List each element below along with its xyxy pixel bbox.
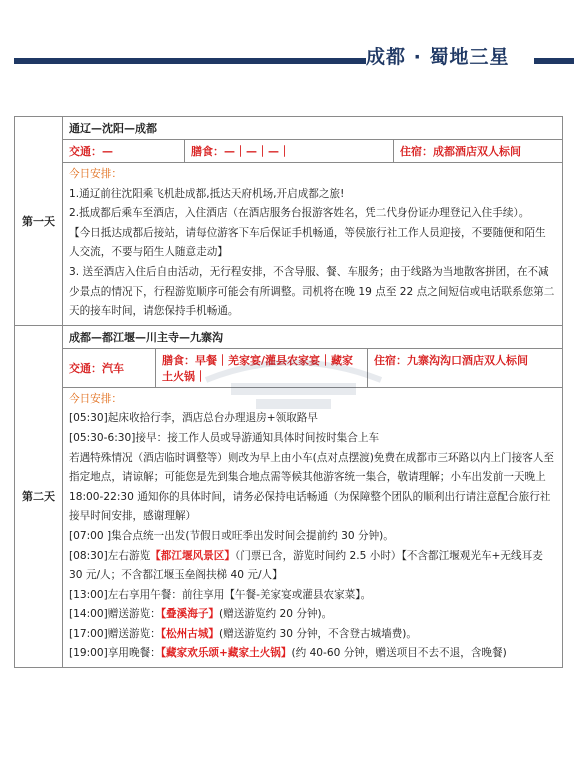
header-title: 成都 · 蜀地三星 [366, 46, 510, 68]
transport-cell: 交通：— [63, 140, 185, 162]
header-rule-left [14, 58, 366, 64]
plan-line: 1.通辽前往沈阳乘飞机赴成都,抵达天府机场,开启成都之旅! [69, 187, 345, 200]
plan-label: 今日安排： [69, 168, 122, 180]
plan-line: [13:00]左右享用午餐：前往享用【午餐-羌家宴或灌县农家菜】。 [69, 588, 372, 601]
plan-line: [19:00]享用晚餐：【藏家欢乐颂+藏家土火锅】(约 40-60 分钟，赠送项目不去不退，含晚餐) [69, 647, 507, 660]
plan-label: 今日安排： [69, 392, 122, 405]
plan-line: [17:00]赠送游览：【松州古城】(赠送游览约 30 分钟，不含登古城墙费)。 [69, 627, 418, 640]
day-content [63, 117, 563, 326]
header-rule-right [534, 58, 574, 64]
route-title: 通辽—沈阳—成都 [63, 117, 562, 140]
plan-line: 3. 送至酒店入住后自由活动，无行程安排，不含导服、餐、车服务；由于线路为当地散客拼团，在不减少景点的情况下，行程游览顺序可能会有所调整。司机将在晚 19 点至 22 点之间短信或电话联系您第二天的接车时间，请您保持手机畅通。 [69, 265, 555, 318]
lodging-cell: 住宿：九寨沟沟口酒店双人标间 [374, 353, 528, 367]
day-row [15, 117, 563, 326]
route-title: 成都—都江堰—川主寺—九寨沟 [63, 326, 562, 349]
plan-line: [07:00 ]集合点统一出发(节假日或旺季出发时间会提前约 30 分钟)。 [69, 529, 394, 542]
meals-cell: 膳食：早餐｜羌家宴/灌县农家宴｜藏家土火锅｜ [156, 349, 368, 387]
lodging-cell: 住宿：成都酒店双人标间 [400, 145, 521, 158]
plan-line: 2.抵成都后乘车至酒店，入住酒店（在酒店服务台报游客姓名，凭二代身份证办理登记入住手续）。 [69, 207, 530, 220]
plan-line: [14:00]赠送游览：【叠溪海子】(赠送游览约 20 分钟)。 [69, 608, 333, 621]
day-label: 第二天 [15, 325, 63, 667]
plan-line: [05:30]起床收拾行李，酒店总台办理退房+领取路早 [69, 412, 318, 425]
highlight-attraction: 【松州古城】 [160, 627, 220, 640]
plan-line: 若遇特殊情况（酒店临时调整等）则改为早上由小车(点对点摆渡)免费在成都市三环路以内上门接客人至指定地点，请谅解；可能您是先到集合地点需等候其他游客统一集合，敬请理解；小车出发前一天晚上 18:00-22:30 通知你的具体时间，请务必保持电话畅通（为保障整个团队的顺利出行请注意配合旅行社接早时间安排，感谢理解） [69, 451, 554, 523]
highlight-attraction: 【叠溪海子】 [160, 608, 220, 621]
day-plan [63, 163, 562, 325]
page-header [0, 0, 582, 100]
plan-line: 【今日抵达成都后接站，请每位游客下车后保证手机畅通，等侯旅行社工作人员迎接，不要随便和陌生人交流，不要与陌生人随意走动】 [69, 226, 546, 259]
background-watermark [186, 345, 401, 435]
transport-cell: 交通：汽车 [63, 349, 156, 387]
highlight-attraction: 【都江堰风景区】 [150, 549, 235, 562]
meals-cell: 膳食：—｜—｜—｜ [185, 140, 394, 162]
plan-line: [08:30]左右游览【都江堰风景区】（门票已含，游览时间约 2.5 小时）【不含都江堰观光车+无线耳麦 30 元/人；不含都江堰玉垒阁扶梯 40 元/人】 [69, 549, 543, 582]
highlight-attraction: 【藏家欢乐颂+藏家土火锅】 [160, 647, 292, 660]
plan-line: [05:30-6:30]接早：接工作人员或导游通知具体时间按时集合上车 [69, 431, 380, 444]
info-row [63, 140, 562, 163]
day-label: 第一天 [15, 117, 63, 326]
